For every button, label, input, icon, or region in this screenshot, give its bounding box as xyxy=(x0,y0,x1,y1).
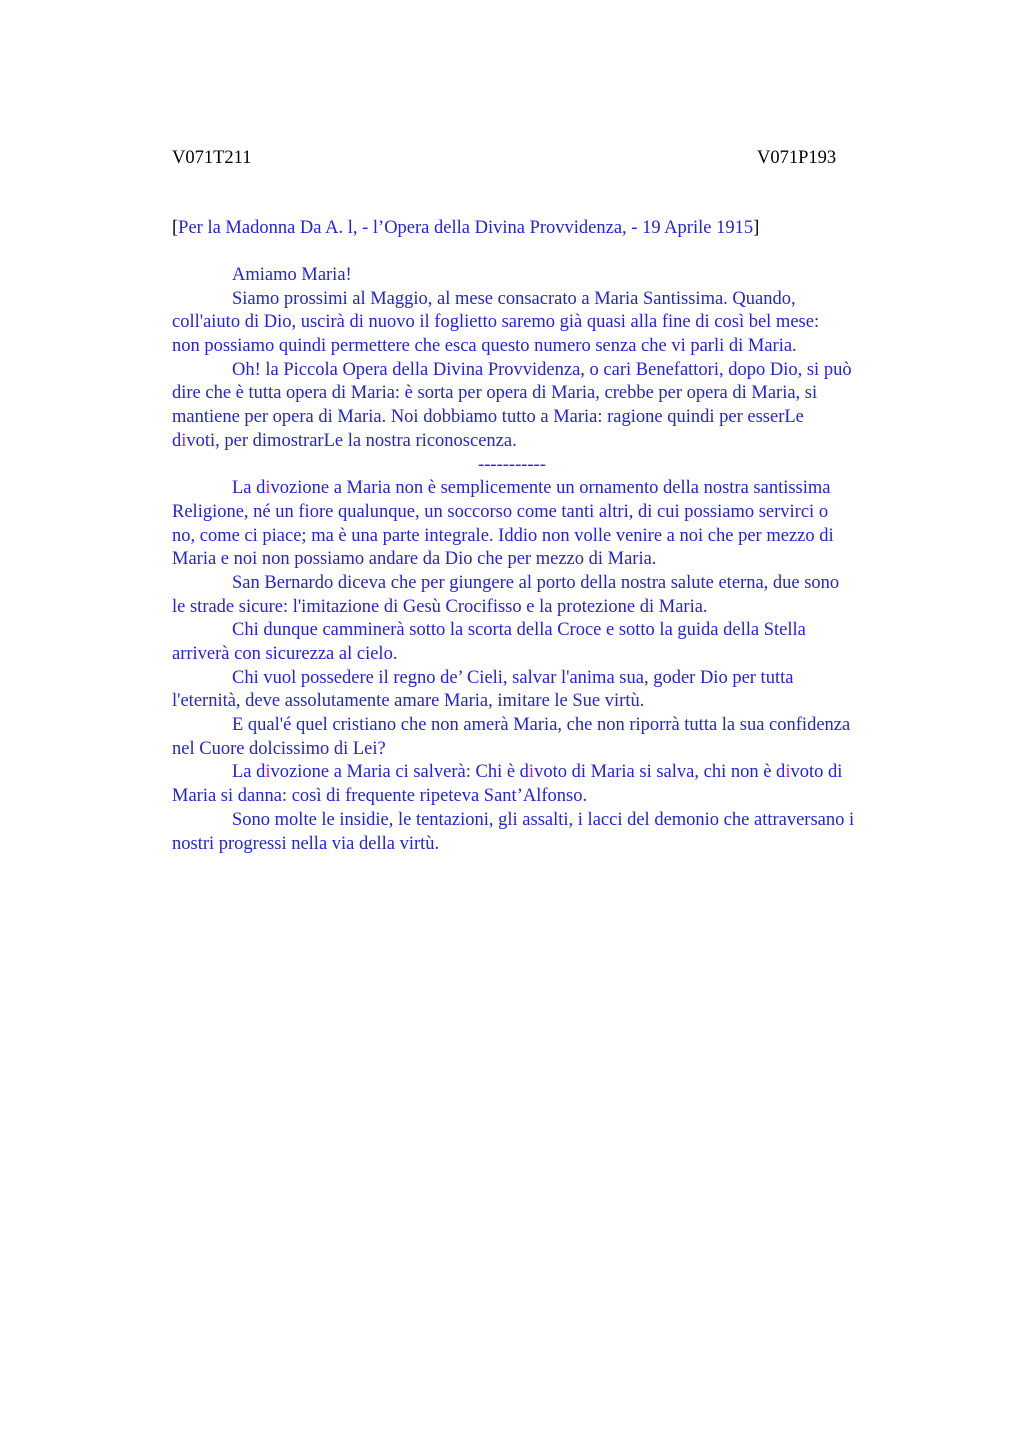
text-line: arriverà con sicurezza al cielo. xyxy=(172,644,398,664)
text-line: le strade sicure: l'imitazione di Gesù Crocifisso e la protezione di Maria. xyxy=(172,596,708,617)
text-fragment: voti, per dimostrarLe la nostra riconoscenza. xyxy=(186,430,517,451)
text-fragment: La d xyxy=(232,478,266,499)
text-line: Maria e noi non possiamo andare da Dio che per mezzo di Maria. xyxy=(172,549,657,570)
text-fragment: vozione a Maria non è semplicemente un ornamento della nostra santissima xyxy=(270,478,831,499)
text-line: nostri progressi nella via della virtù. xyxy=(172,833,440,854)
text-fragment: vozione a Maria ci salverà: Chi è d xyxy=(270,762,529,783)
text-line: Religione, né un fiore qualunque, un soccorso come tanti altri, di cui possiamo servirci o xyxy=(172,501,829,522)
highlighted-letter: i xyxy=(181,430,187,451)
highlighted-letter: i xyxy=(528,762,535,783)
highlighted-letter: i xyxy=(265,478,271,499)
document-title xyxy=(172,216,759,240)
text-fragment: La d xyxy=(232,762,266,783)
text-line: Amiamo Maria! xyxy=(232,265,352,285)
text-line: no, come ci piace; ma è una parte integrale. Iddio non volle venire a noi che per mezzo di xyxy=(172,525,834,546)
page-code-right: V071P193 xyxy=(757,148,837,168)
text-line: non possiamo quindi permettere che esca questo numero senza che vi parli di Maria. xyxy=(172,336,797,357)
text-line: Maria si danna: così di frequente ripeteva Sant’Alfonso. xyxy=(172,786,588,807)
title-close-bracket: ] xyxy=(753,218,760,238)
text-fragment: voto di Maria si salva, chi non è d xyxy=(534,762,786,783)
text-line: l'eternità, deve assolutamente amare Maria, imitare le Sue virtù. xyxy=(172,691,645,712)
text-line xyxy=(172,430,932,454)
highlighted-letter: i xyxy=(265,762,271,783)
text-line: Sono molte le insidie, le tentazioni, gli assalti, i lacci del demonio che attraversano i xyxy=(232,809,855,830)
text-line xyxy=(172,477,932,501)
text-line: San Bernardo diceva che per giungere al porto della nostra salute eterna, due sono xyxy=(232,572,840,593)
text-line: nel Cuore dolcissimo di Lei? xyxy=(172,738,386,759)
section-separator: ----------- xyxy=(478,454,546,475)
text-line: mantiene per opera di Maria. Noi dobbiamo tutto a Maria: ragione quindi per esserLe xyxy=(172,407,804,428)
text-line: E qual'é quel cristiano che non amerà Maria, che non riporrà tutta la sua confidenza xyxy=(232,715,851,736)
text-line: dire che è tutta opera di Maria: è sorta per opera di Maria, crebbe per opera di Maria, si xyxy=(172,383,818,404)
text-line: Chi dunque camminerà sotto la scorta della Croce e sotto la guida della Stella xyxy=(232,620,806,641)
text-line: coll'aiuto di Dio, uscirà di nuovo il foglietto saremo già quasi alla fine di così bel mese: xyxy=(172,312,820,333)
document-code-left: V071T211 xyxy=(172,148,252,168)
text-line xyxy=(172,761,932,785)
text-fragment: d xyxy=(172,430,182,451)
text-line: Chi vuol possedere il regno de’ Cieli, salvar l'anima sua, goder Dio per tutta xyxy=(232,667,794,688)
text-fragment: voto di xyxy=(790,762,843,783)
text-line: Siamo prossimi al Maggio, al mese consacrato a Maria Santissima. Quando, xyxy=(232,288,796,309)
title-open-bracket: [ xyxy=(172,218,179,238)
text-line: Oh! la Piccola Opera della Divina Provvidenza, o cari Benefattori, dopo Dio, si può xyxy=(232,359,852,380)
highlighted-letter: i xyxy=(785,762,791,783)
document-body xyxy=(172,264,932,856)
title-text: Per la Madonna Da A. l, - l’Opera della Divina Provvidenza, - 19 Aprile 1915 xyxy=(178,218,754,238)
